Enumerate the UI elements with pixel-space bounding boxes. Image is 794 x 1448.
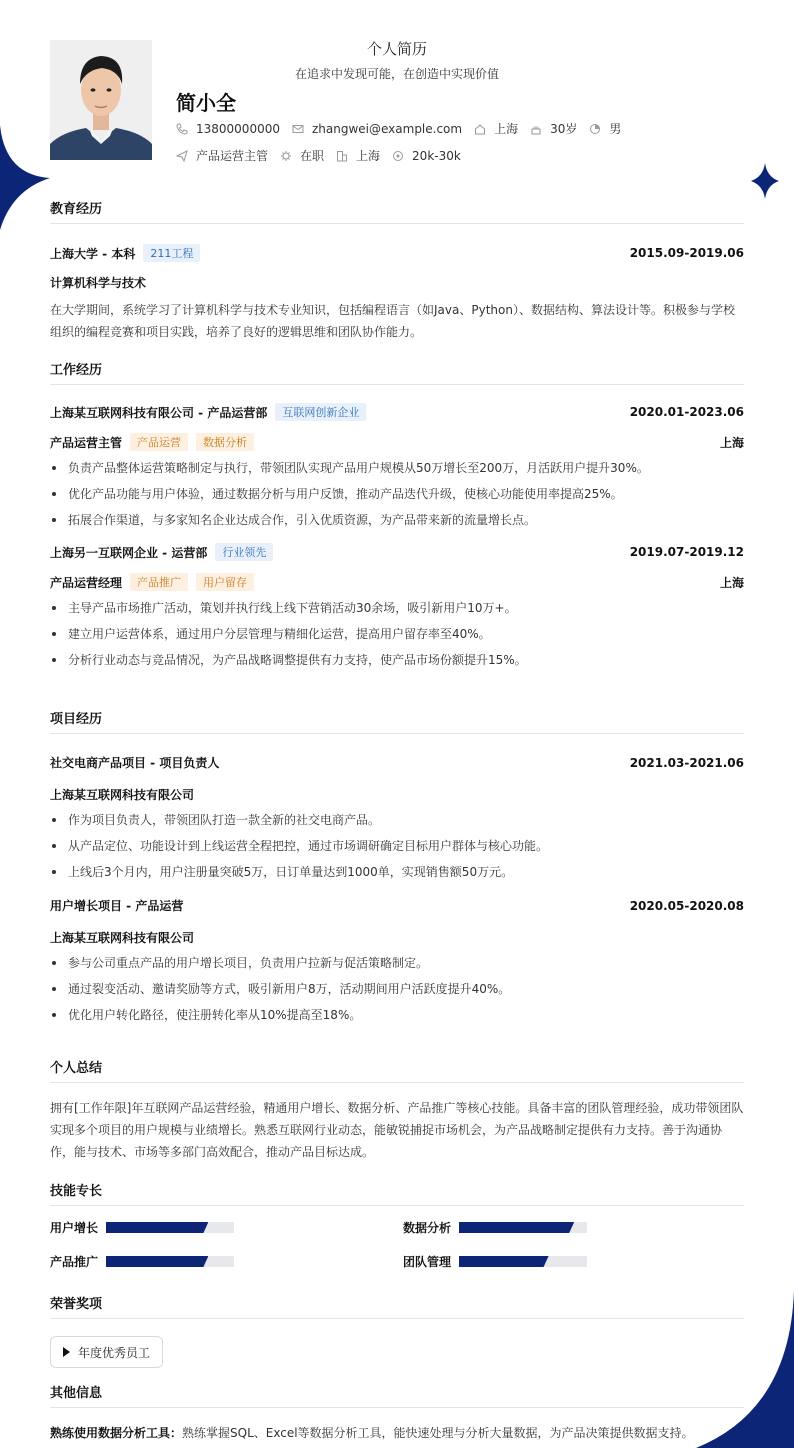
role-tag: 产品推广	[130, 573, 188, 591]
age-item	[530, 120, 577, 137]
location-item	[474, 120, 518, 137]
role-tag: 数据分析	[196, 433, 254, 451]
gender-text: 男	[609, 122, 622, 136]
other-info-text: 熟练掌握SQL、Excel等数据分析工具，能快速处理与分析大量数据，为产品决策提供数据支持。	[182, 1426, 694, 1440]
email-item	[292, 122, 462, 136]
section-title: 技能专长	[50, 1180, 744, 1206]
work-date: 2019.07-2019.12	[629, 545, 744, 559]
award-label: 年度优秀员工	[78, 1345, 151, 1360]
mail-icon	[292, 123, 304, 135]
skill-bar-fill	[106, 1222, 208, 1233]
list-item: 通过裂变活动、邀请奖励等方式，吸引新用户8万，活动期间用户活跃度提升40%。	[50, 976, 744, 1002]
status-text: 在职	[300, 149, 325, 163]
school-tag: 211工程	[143, 244, 200, 262]
list-item: 作为项目负责人，带领团队打造一款全新的社交电商产品。	[50, 807, 744, 833]
role-tag: 用户留存	[196, 573, 254, 591]
phone-item	[176, 122, 280, 136]
section-title: 其他信息	[50, 1382, 744, 1408]
skill-bar	[459, 1222, 587, 1233]
work-bullets	[50, 595, 744, 673]
send-icon	[176, 150, 188, 162]
skill-bar	[106, 1256, 234, 1267]
project-entry	[50, 897, 744, 1028]
skill-item	[50, 1253, 234, 1270]
education-head	[50, 244, 744, 262]
award-item	[50, 1336, 163, 1368]
awards-section	[50, 1293, 744, 1368]
skill-bar-fill	[459, 1222, 574, 1233]
skill-bar	[106, 1222, 234, 1233]
project-date: 2020.05-2020.08	[629, 898, 744, 913]
list-item: 上线后3个月内，用户注册量突破5万，日订单量达到1000单，实现销售额50万元。	[50, 859, 744, 885]
list-item: 参与公司重点产品的用户增长项目，负责用户拉新与促活策略制定。	[50, 950, 744, 976]
status-item	[280, 147, 324, 164]
phone-text: 13800000000	[196, 121, 280, 136]
education-desc: 在大学期间，系统学习了计算机科学与技术专业知识，包括编程语言（如Java、Python）、数据结构、算法设计等。积极参与学校组织的编程竞赛和项目实践，培养了良好的逻辑思维和团队协作能力。	[50, 303, 735, 339]
summary-text: 拥有[工作年限]年互联网产品运营经验，精通用户增长、数据分析、产品推广等核心技能。具备丰富的团队管理经验，成功带领团队实现多个项目的用户规模与业绩增长。熟悉互联网行业动态，能敏锐捕捉市场机会，为产品战略制定提供有力支持。善于沟通协作，能与技术、市场等多部门高效配合，推动产品目标达成。	[50, 1101, 744, 1159]
skill-item	[403, 1253, 587, 1270]
building-icon	[336, 150, 348, 162]
projects-section	[50, 708, 744, 1028]
skill-label: 数据分析	[403, 1221, 452, 1235]
section-title: 工作经历	[50, 359, 744, 385]
work-date: 2020.01-2023.06	[629, 405, 744, 419]
company-name: 上海某互联网科技有限公司 - 产品运营部	[50, 405, 268, 420]
project-org-row	[50, 929, 744, 946]
play-icon	[63, 1347, 70, 1357]
section-title: 项目经历	[50, 708, 744, 734]
other-section	[50, 1382, 744, 1444]
project-org: 上海某互联网科技有限公司	[50, 788, 195, 802]
other-info-label: 熟练使用数据分析工具：	[50, 1426, 183, 1440]
project-org: 上海某互联网科技有限公司	[50, 931, 195, 945]
work-head	[50, 543, 744, 561]
role-title: 产品运营主管	[50, 435, 123, 450]
age-icon	[530, 123, 542, 135]
list-item: 优化用户转化路径，使注册转化率从10%提高至18%。	[50, 1002, 744, 1028]
list-item: 拓展合作渠道，与多家知名企业达成合作，引入优质资源，为产品带来新的流量增长点。	[50, 507, 744, 533]
contact-row	[176, 120, 633, 137]
sparkle-icon	[751, 163, 779, 199]
other-info	[50, 1422, 744, 1444]
project-date: 2021.03-2021.06	[629, 755, 744, 770]
skill-label: 用户增长	[50, 1221, 99, 1235]
skill-item	[50, 1219, 234, 1236]
list-item: 建立用户运营体系，通过用户分层管理与精细化运营，提高用户留存率至40%。	[50, 621, 744, 647]
project-bullets	[50, 950, 744, 1028]
section-title: 个人总结	[50, 1057, 744, 1083]
work-entry	[50, 543, 744, 673]
school-name: 上海大学 - 本科	[50, 246, 136, 261]
project-head	[50, 897, 744, 914]
skill-bar-fill	[459, 1256, 549, 1267]
summary-section	[50, 1057, 744, 1163]
skill-bar	[459, 1256, 587, 1267]
target-position-text: 产品运营主管	[196, 149, 269, 163]
awards-list	[50, 1336, 744, 1368]
age-text: 30岁	[550, 122, 578, 136]
role-tag: 产品运营	[130, 433, 188, 451]
role-title: 产品运营经理	[50, 575, 123, 590]
skill-label: 产品推广	[50, 1255, 99, 1269]
gender-item	[589, 120, 621, 137]
project-entry	[50, 754, 744, 885]
target-position-item	[176, 147, 268, 164]
company-tag: 行业领先	[215, 543, 273, 561]
list-item: 优化产品功能与用户体验，通过数据分析与用户反馈，推动产品迭代升级，使核心功能使用率提高25%。	[50, 481, 744, 507]
page-subtitle: 在追求中发现可能，在创造中实现价值	[294, 67, 499, 81]
company-tag: 互联网创新企业	[275, 403, 366, 421]
gender-icon	[589, 123, 601, 135]
skills-section	[50, 1180, 744, 1280]
phone-icon	[176, 123, 188, 135]
education-date: 2015.09-2019.06	[629, 246, 744, 260]
project-head	[50, 754, 744, 771]
salary-item	[392, 149, 461, 163]
email-text: zhangwei@example.com	[311, 121, 463, 136]
list-item: 负责产品整体运营策略制定与执行，带领团队实现产品用户规模从50万增长至200万，月活跃用户提升30%。	[50, 455, 744, 481]
company-name: 上海另一互联网企业 - 运营部	[50, 545, 208, 560]
skill-bar-fill	[106, 1256, 208, 1267]
project-bullets	[50, 807, 744, 885]
work-bullets	[50, 455, 744, 533]
project-title: 社交电商产品项目 - 项目负责人	[50, 756, 220, 770]
target-city-text: 上海	[356, 149, 381, 163]
project-org-row	[50, 786, 744, 803]
section-title: 荣誉奖项	[50, 1293, 744, 1319]
work-section	[50, 359, 744, 673]
skill-item	[403, 1219, 587, 1236]
status-icon	[280, 150, 292, 162]
work-city: 上海	[719, 575, 744, 590]
salary-text: 20k-30k	[412, 148, 461, 163]
major: 计算机科学与技术	[50, 276, 147, 290]
role-row	[50, 573, 744, 591]
section-title: 教育经历	[50, 198, 744, 224]
education-section	[50, 198, 744, 343]
major-row	[50, 274, 744, 291]
location-text: 上海	[494, 122, 519, 136]
list-item: 从产品定位、功能设计到上线运营全程把控，通过市场调研确定目标用户群体与核心功能。	[50, 833, 744, 859]
work-head	[50, 403, 744, 421]
list-item: 主导产品市场推广活动，策划并执行线上线下营销活动30余场，吸引新用户10万+。	[50, 595, 744, 621]
job-intent-row	[176, 147, 473, 164]
skill-label: 团队管理	[403, 1255, 452, 1269]
work-entry	[50, 403, 744, 533]
salary-icon	[392, 150, 404, 162]
project-title: 用户增长项目 - 产品运营	[50, 899, 184, 913]
target-city-item	[336, 147, 380, 164]
list-item: 分析行业动态与竞品情况，为产品战略调整提供有力支持，使产品市场份额提升15%。	[50, 647, 744, 673]
home-icon	[474, 123, 486, 135]
work-city: 上海	[719, 435, 744, 450]
role-row	[50, 433, 744, 451]
page-title: 个人简历	[366, 40, 427, 58]
candidate-name: 简小全	[176, 91, 236, 115]
